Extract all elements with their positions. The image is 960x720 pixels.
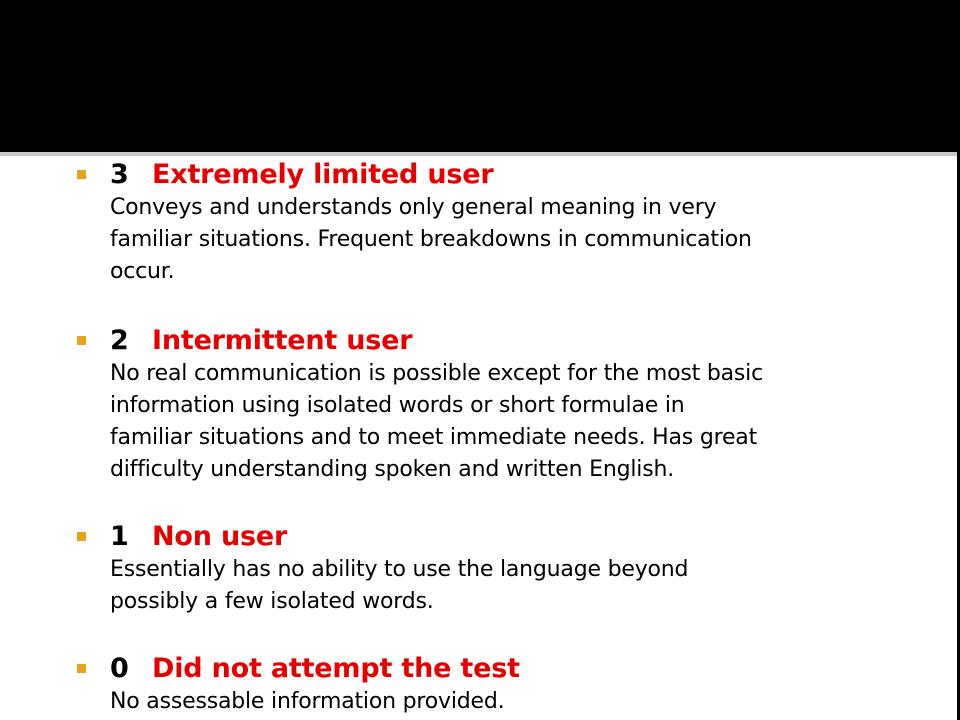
band-title: Did not attempt the test	[152, 653, 520, 684]
band-heading	[110, 159, 493, 191]
band-description	[110, 358, 900, 486]
band-heading	[110, 653, 520, 685]
description-line: Conveys and understands only general meaning in very	[110, 195, 717, 220]
band-description	[110, 192, 900, 288]
square-bullet-icon	[77, 664, 86, 673]
band-heading	[110, 521, 287, 553]
band-number: 3	[110, 159, 129, 190]
description-line: information using isolated words or short formulae in	[110, 393, 685, 418]
square-bullet-icon	[77, 170, 86, 179]
slide-content-panel	[0, 152, 957, 720]
description-line: No assessable information provided.	[110, 689, 505, 714]
description-line: Essentially has no ability to use the language beyond	[110, 557, 689, 582]
description-line: familiar situations and to meet immediate needs. Has great	[110, 425, 758, 450]
band-title: Intermittent user	[152, 325, 413, 356]
slide-title-area	[0, 0, 960, 152]
description-line: difficulty understanding spoken and written English.	[110, 457, 674, 482]
band-description	[110, 554, 900, 618]
band-number: 1	[110, 521, 129, 552]
band-number: 2	[110, 325, 129, 356]
band-number: 0	[110, 653, 129, 684]
band-heading	[110, 325, 412, 357]
square-bullet-icon	[77, 532, 86, 541]
band-title: Extremely limited user	[152, 159, 494, 190]
description-line: possibly a few isolated words.	[110, 589, 434, 614]
description-line: No real communication is possible except for the most basic	[110, 361, 763, 386]
band-description	[110, 686, 900, 718]
description-line: occur.	[110, 259, 175, 284]
description-line: familiar situations. Frequent breakdowns in communication	[110, 227, 752, 252]
band-title: Non user	[152, 521, 288, 552]
square-bullet-icon	[77, 336, 86, 345]
